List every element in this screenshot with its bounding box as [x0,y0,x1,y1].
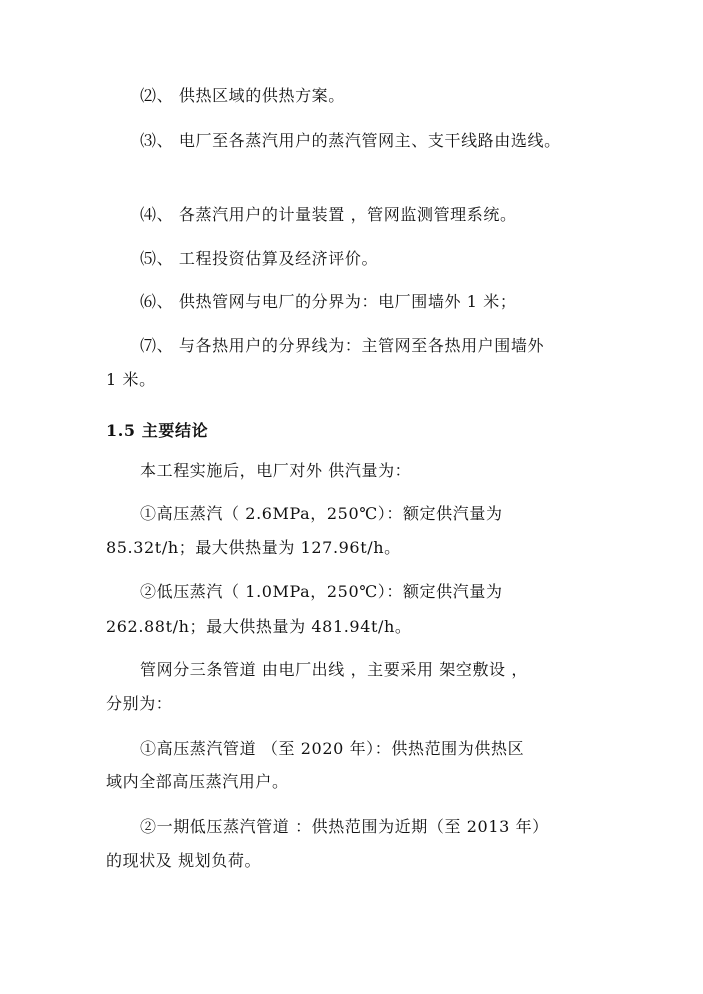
list-item-4: ⑷、 各蒸汽用户的计量装置 ，管网监测管理系统。 [140,205,517,224]
high-pressure-pipe-line-2: 域内全部高压蒸汽用户。 [106,772,289,791]
low-pressure-pipe-line-2: 的现状及 规划负荷。 [106,851,262,870]
low-pressure-pipe-line-1: ②一期低压蒸汽管道 ：供热范围为近期（至 2013 年） [140,817,549,836]
list-item-7-line-1: ⑺、 与各热用户的分界线为：主管网至各热用户围墙外 [140,336,545,355]
section-heading: 1.5 主要结论 [106,421,209,440]
low-pressure-steam-line-2: 262.88t/h；最大供热量为 481.94t/h。 [106,617,412,636]
high-pressure-pipe-line-1: ①高压蒸汽管道 （至 2020 年）：供热范围为供热区 [140,739,525,758]
list-item-6: ⑹、 供热管网与电厂的分界为：电厂围墙外 1 米； [140,292,517,311]
pipeline-description-line-2: 分别为： [106,694,173,713]
list-item-7-line-2: 1 米。 [106,370,156,389]
high-pressure-steam-line-2: 85.32t/h；最大供热量为 127.96t/h。 [106,538,401,557]
pipeline-description-line-1: 管网分三条管道 由电厂出线 ，主要采用 架空敷设 ， [140,660,528,679]
list-item-2: ⑵、 供热区域的供热方案。 [140,86,345,105]
conclusion-intro: 本工程实施后，电厂对外 供汽量为： [140,461,412,480]
list-item-3: ⑶、 电厂至各蒸汽用户的蒸汽管网主、支干线路由选线。 [140,131,561,150]
low-pressure-steam-line-1: ②低压蒸汽（ 1.0MPa，250℃）：额定供汽量为 [140,582,503,601]
list-item-5: ⑸、 工程投资估算及经济评价。 [140,249,379,268]
high-pressure-steam-line-1: ①高压蒸汽（ 2.6MPa，250℃）：额定供汽量为 [140,504,503,523]
